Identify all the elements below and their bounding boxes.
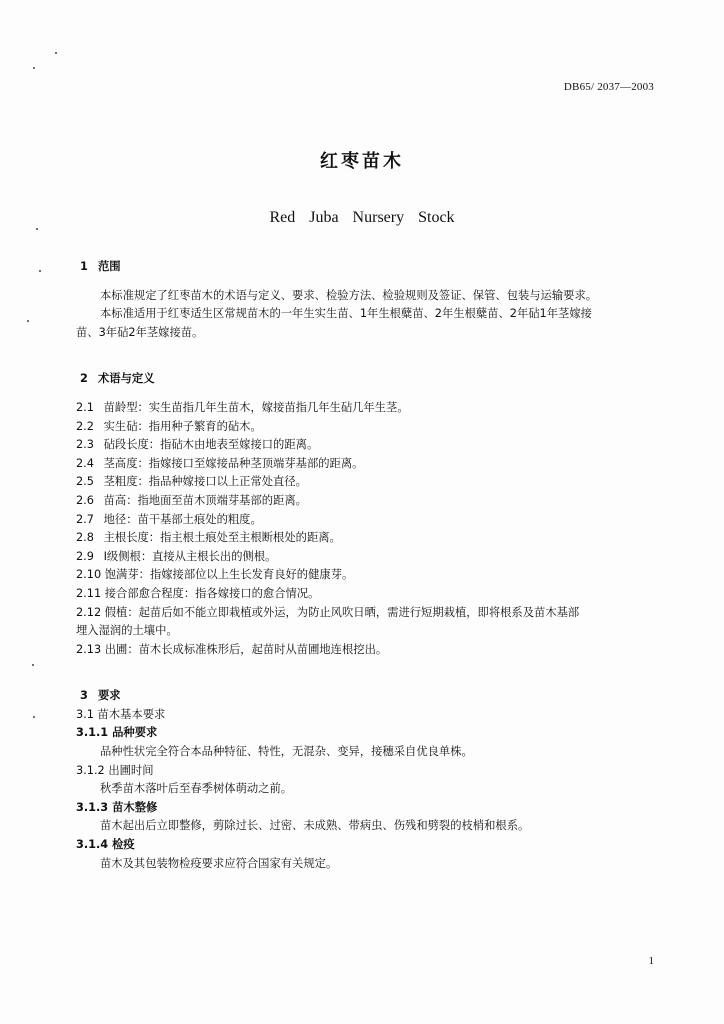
section-title: 要求: [98, 689, 121, 703]
paragraph-continuation: 苗、3年砧2年茎嫁接苗。: [76, 325, 204, 339]
subsection-heading: 3.1.2 出圃时间: [76, 763, 154, 777]
section-number: 1: [80, 260, 88, 273]
subsection-heading: 3.1.1 品种要求: [76, 726, 158, 740]
definition-item: 2.4 茎高度：指嫁接口至嫁接品种茎顶端芽基部的距离。: [76, 456, 364, 470]
definition-item: 2.6 苗高：指地面至苗木顶端芽基部的距离。: [76, 493, 307, 507]
page-number: 1: [648, 955, 654, 967]
paragraph: 本标准规定了红枣苗木的术语与定义、要求、检验方法、检验规则及签证、保管、包装与运输要求。: [100, 288, 598, 302]
definition-item: 2.2 实生砧：指用种子繁育的砧木。: [76, 419, 262, 433]
document-body: [76, 258, 660, 873]
section-number: 3: [80, 689, 88, 703]
paragraph: 品种性状完全符合本品种特征、特性，无混杂、变异，接穗采自优良单株。: [100, 745, 473, 759]
scan-speck: [36, 228, 38, 230]
definition-item: 2.1 苗龄型：实生苗指几年生苗木，嫁接苗指几年生砧几年生茎。: [76, 400, 409, 414]
document-title-chinese: 红枣苗木: [320, 151, 404, 172]
section-title: 范围: [98, 260, 121, 273]
definition-item: 2.9 Ⅰ级侧根：直接从主根长出的侧根。: [76, 549, 277, 563]
definition-item: 2.11 接合部愈合程度：指各嫁接口的愈合情况。: [76, 586, 320, 600]
definition-item: 2.5 茎粗度：指品种嫁接口以上正常处直径。: [76, 475, 307, 489]
section-title: 术语与定义: [98, 372, 155, 386]
scan-speck: [33, 67, 35, 69]
section-heading-requirements: [76, 687, 660, 706]
definition-item: 2.7 地径：苗干基部土痕处的粗度。: [76, 512, 262, 526]
scan-speck: [55, 52, 57, 54]
paragraph: 苗木及其包装物检疫要求应符合国家有关规定。: [100, 856, 338, 870]
document-code: DB65/ 2037—2003: [563, 81, 654, 93]
section-heading-scope: [76, 258, 660, 277]
section-heading-terms: [76, 370, 660, 389]
definition-item: 2.10 饱满芽：指嫁接部位以上生长发育良好的健康芽。: [76, 568, 354, 582]
definition-item: 2.13 出圃：苗木长成标准株形后，起苗时从苗圃地连根挖出。: [76, 642, 388, 656]
subsection-heading: 3.1.4 检疫: [76, 838, 135, 852]
subsection-heading: 3.1 苗木基本要求: [76, 707, 166, 721]
paragraph: 秋季苗木落叶后至春季树体萌动之前。: [100, 782, 293, 796]
document-title-english: Red Juba Nursery Stock: [269, 209, 455, 226]
scan-speck: [39, 270, 41, 272]
subsection-heading: 3.1.3 苗木整修: [76, 800, 158, 814]
definition-item: 2.8 主根长度：指主根土痕处至主根断根处的距离。: [76, 531, 341, 545]
paragraph: 本标准适用于红枣适生区常规苗木的一年生实生苗、1年生根糵苗、2年生根糵苗、2年砧1年茎嫁接: [100, 307, 592, 321]
definition-item: 2.12 假植：起苗后如不能立即栽植或外运，为防止风吹日晒，需进行短期栽植，即将根系及苗木基部: [76, 605, 580, 619]
scan-speck: [27, 320, 29, 322]
section-number: 2: [80, 372, 88, 386]
scan-speck: [32, 664, 34, 666]
definition-item-continuation: 埋入湿润的土壤中。: [76, 624, 178, 638]
paragraph: 苗木起出后立即整修，剪除过长、过密、未成熟、带病虫、伤残和劈裂的枝梢和根系。: [100, 819, 530, 833]
definition-item: 2.3 砧段长度：指砧木由地表至嫁接口的距离。: [76, 438, 319, 452]
scan-speck: [33, 716, 35, 718]
